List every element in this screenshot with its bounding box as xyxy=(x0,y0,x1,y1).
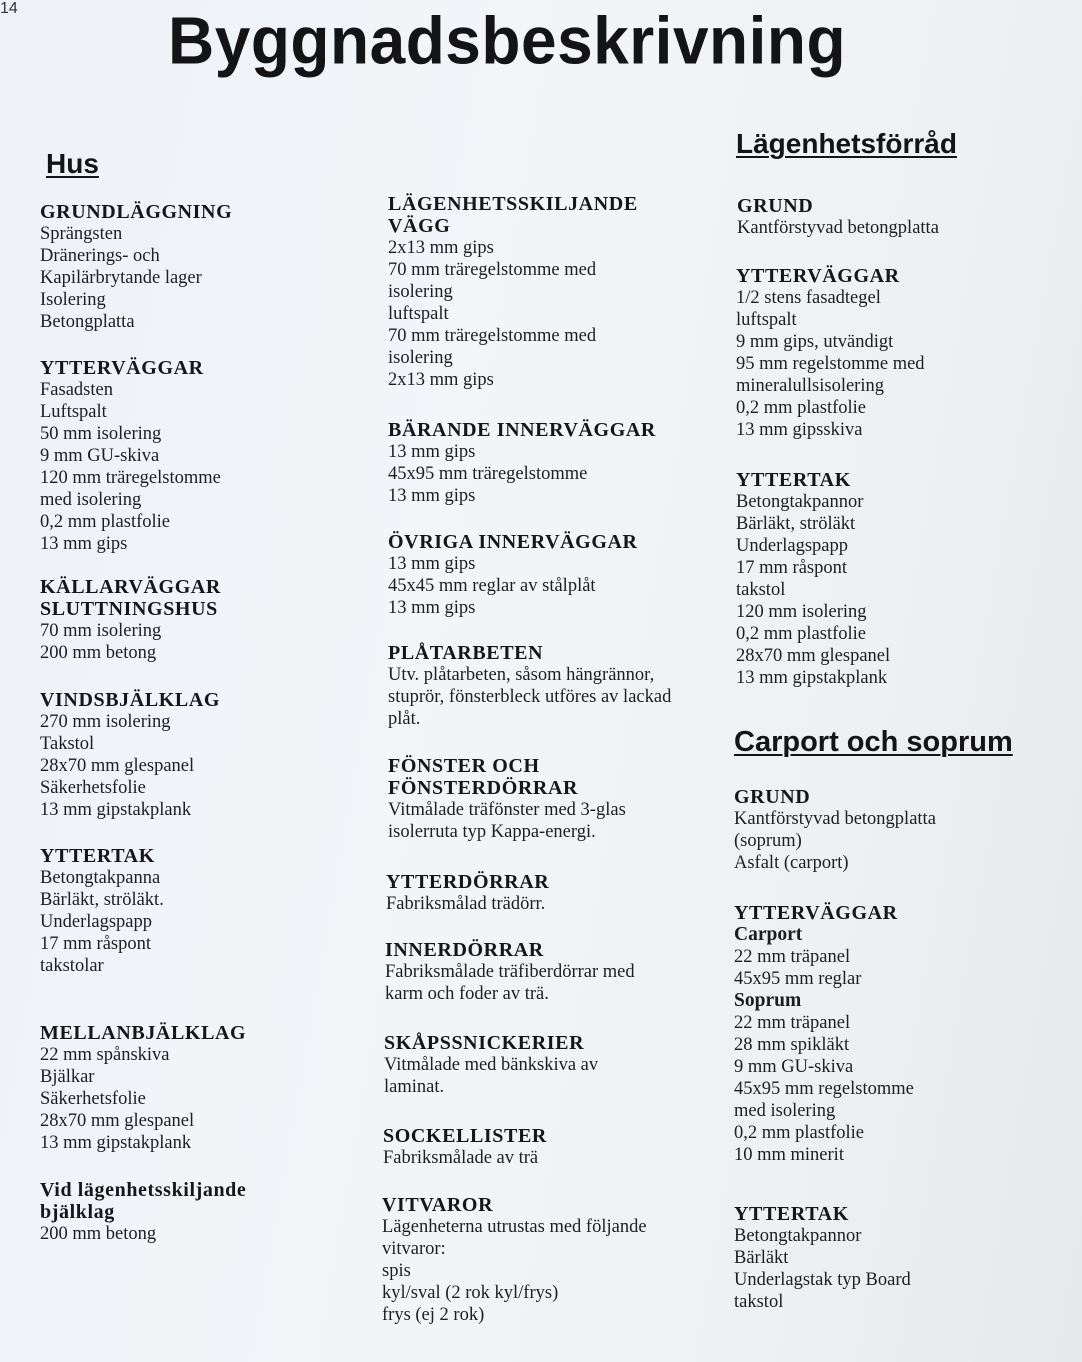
spec-line: 9 mm GU-skiva xyxy=(40,446,160,466)
spec-line: 28x70 mm glespanel xyxy=(40,756,195,776)
spec-block xyxy=(388,419,656,507)
spec-line: Fasadsten xyxy=(40,380,113,400)
spec-line: med isolering xyxy=(40,490,142,510)
spec-line: takstol xyxy=(734,1292,784,1312)
block-lines xyxy=(736,287,925,441)
spec-line: 13 mm gipsskiva xyxy=(736,420,863,440)
spec-line: 13 mm gips xyxy=(388,442,476,462)
spec-line: 22 mm träpanel xyxy=(734,947,851,967)
spec-line: Fabriksmålad trädörr. xyxy=(386,894,546,914)
spec-line: 0,2 mm plastfolie xyxy=(736,624,866,644)
spec-line: 200 mm betong xyxy=(40,643,157,663)
block-title: VÄGG xyxy=(388,215,451,237)
block-title: YTTERTAK xyxy=(40,845,155,867)
block-title: GRUND xyxy=(737,195,814,217)
spec-block xyxy=(734,1203,911,1313)
spec-line: 0,2 mm plastfolie xyxy=(40,512,170,532)
spec-line: 28 mm spikläkt xyxy=(734,1035,850,1055)
block-title: YTTERTAK xyxy=(734,1203,849,1225)
spec-block xyxy=(736,265,925,441)
spec-line: Luftspalt xyxy=(40,402,107,422)
spec-line: 70 mm träregelstomme med xyxy=(388,260,597,280)
spec-line: Underlagspapp xyxy=(40,912,152,932)
spec-line: karm och foder av trä. xyxy=(385,984,549,1004)
spec-block xyxy=(40,576,221,664)
spec-line: Bärläkt, ströläkt. xyxy=(40,890,164,910)
spec-block xyxy=(388,193,638,391)
spec-line: 120 mm isolering xyxy=(736,602,867,622)
spec-line: Isolering xyxy=(40,290,106,310)
block-lines xyxy=(734,946,914,990)
spec-block xyxy=(40,1022,246,1154)
page-number: 14 xyxy=(0,0,18,17)
spec-line: 13 mm gipstakplank xyxy=(40,800,192,820)
spec-line: 13 mm gipstakplank xyxy=(40,1133,192,1153)
spec-line: 120 mm träregelstomme xyxy=(40,468,221,488)
spec-line: Asfalt (carport) xyxy=(734,853,849,873)
spec-line: Kantförstyvad betongplatta xyxy=(737,218,939,238)
block-title: GRUND xyxy=(734,786,811,808)
spec-line: 70 mm isolering xyxy=(40,621,162,641)
spec-line: 28x70 mm glespanel xyxy=(40,1111,195,1131)
spec-line: plåt. xyxy=(388,709,421,729)
spec-line: 45x95 mm regelstomme xyxy=(734,1079,914,1099)
spec-line: 13 mm gipstakplank xyxy=(736,668,888,688)
spec-line: Bärläkt xyxy=(734,1248,789,1268)
block-lines xyxy=(388,553,638,619)
spec-line: 9 mm gips, utvändigt xyxy=(736,332,894,352)
spec-line: 0,2 mm plastfolie xyxy=(736,398,866,418)
spec-line: Betongtakpanna xyxy=(40,868,161,888)
block-title: INNERDÖRRAR xyxy=(385,939,544,961)
spec-line: kyl/sval (2 rok kyl/frys) xyxy=(382,1283,559,1303)
spec-line: 10 mm minerit xyxy=(734,1145,844,1165)
spec-line: Takstol xyxy=(40,734,95,754)
spec-block xyxy=(736,469,890,689)
spec-line: Säkerhetsfolie xyxy=(40,778,146,798)
block-title: YTTERVÄGGAR xyxy=(734,902,898,924)
spec-block xyxy=(388,531,638,619)
spec-line: 45x95 mm träregelstomme xyxy=(388,464,588,484)
spec-line: Fabriksmålade av trä xyxy=(383,1148,539,1168)
spec-line: Fabriksmålade träfiberdörrar med xyxy=(385,962,635,982)
spec-block xyxy=(386,871,549,915)
block-lines xyxy=(388,799,626,843)
block-lines xyxy=(40,223,232,333)
spec-line: 1/2 stens fasadtegel xyxy=(736,288,881,308)
spec-line: Betongtakpannor xyxy=(736,492,864,512)
spec-block xyxy=(737,195,939,239)
spec-line: 45x95 mm reglar xyxy=(734,969,862,989)
spec-block xyxy=(384,1032,598,1098)
block-title: VINDSBJÄLKLAG xyxy=(40,689,221,711)
block-lines xyxy=(383,1147,547,1169)
spec-line: 22 mm spånskiva xyxy=(40,1045,170,1065)
spec-line: luftspalt xyxy=(388,304,449,324)
block-lines xyxy=(40,379,221,555)
spec-block xyxy=(382,1194,647,1326)
spec-line: takstolar xyxy=(40,956,104,976)
block-title: SLUTTNINGSHUS xyxy=(40,598,218,620)
block-lines xyxy=(388,441,656,507)
spec-line: laminat. xyxy=(384,1077,445,1097)
spec-line: luftspalt xyxy=(736,310,797,330)
spec-line: isolering xyxy=(388,282,453,302)
block-lines xyxy=(386,893,549,915)
block-title: bjälklag xyxy=(40,1201,115,1223)
spec-block xyxy=(734,786,936,874)
spec-line: 9 mm GU-skiva xyxy=(734,1057,854,1077)
block-title: BÄRANDE INNERVÄGGAR xyxy=(388,419,656,441)
spec-line: Vitmålade träfönster med 3-glas xyxy=(388,800,626,820)
spec-line: 70 mm träregelstomme med xyxy=(388,326,597,346)
spec-line: 13 mm gips xyxy=(40,534,128,554)
block-title: LÄGENHETSSKILJANDE xyxy=(388,193,638,215)
spec-line: Betongtakpannor xyxy=(734,1226,862,1246)
spec-line: (soprum) xyxy=(734,831,802,851)
spec-line: 22 mm träpanel xyxy=(734,1013,851,1033)
block-title: ÖVRIGA INNERVÄGGAR xyxy=(388,531,638,553)
spec-line: takstol xyxy=(736,580,786,600)
block-lines xyxy=(388,664,671,730)
block-lines xyxy=(734,808,936,874)
block-title: SOCKELLISTER xyxy=(383,1125,547,1147)
block-title: Vid lägenhetsskiljande xyxy=(40,1179,247,1201)
block-title: YTTERDÖRRAR xyxy=(386,871,550,893)
block-title: FÖNSTERDÖRRAR xyxy=(388,777,579,799)
spec-line: 270 mm isolering xyxy=(40,712,171,732)
block-lines xyxy=(40,620,221,664)
block-lines xyxy=(388,237,638,391)
spec-block xyxy=(40,201,232,333)
document-title: Byggnadsbeskrivning xyxy=(168,3,847,78)
block-title: YTTERTAK xyxy=(736,469,851,491)
block-title: KÄLLARVÄGGAR xyxy=(40,576,221,598)
spec-line: Underlagspapp xyxy=(736,536,848,556)
spec-block xyxy=(388,755,626,843)
spec-line: Kantförstyvad betongplatta xyxy=(734,809,936,829)
spec-line: 0,2 mm plastfolie xyxy=(734,1123,864,1143)
spec-block xyxy=(383,1125,547,1169)
spec-line: Betongplatta xyxy=(40,312,135,332)
spec-line: 200 mm betong xyxy=(40,1224,157,1244)
spec-block xyxy=(388,642,671,730)
section-heading-carport-och-soprum: Carport och soprum xyxy=(734,726,1013,758)
spec-block xyxy=(40,1179,246,1245)
spec-line: frys (ej 2 rok) xyxy=(382,1305,485,1325)
spec-line: vitvaror: xyxy=(382,1239,446,1259)
spec-line: 13 mm gips xyxy=(388,554,476,574)
spec-block xyxy=(40,357,221,555)
spec-line: 17 mm råspont xyxy=(40,934,151,954)
block-title: FÖNSTER OCH xyxy=(388,755,540,777)
block-subtitle: Soprum xyxy=(734,990,802,1011)
spec-line: 2x13 mm gips xyxy=(388,370,494,390)
block-lines xyxy=(382,1216,647,1326)
spec-block xyxy=(40,845,164,977)
spec-line: Lägenheterna utrustas med följande xyxy=(382,1217,647,1237)
spec-line: spis xyxy=(382,1261,411,1281)
spec-line: stuprör, fönsterbleck utföres av lackad xyxy=(388,687,672,707)
block-lines xyxy=(40,1223,246,1245)
block-title: MELLANBJÄLKLAG xyxy=(40,1022,247,1044)
block-subtitle: Carport xyxy=(734,924,803,945)
spec-line: 95 mm regelstomme med xyxy=(736,354,925,374)
block-lines xyxy=(40,1044,246,1154)
block-lines xyxy=(40,711,220,821)
block-lines xyxy=(384,1054,598,1098)
block-title: PLÅTARBETEN xyxy=(388,642,544,664)
spec-line: Dränerings- och xyxy=(40,246,160,266)
block-lines xyxy=(385,961,635,1005)
spec-block xyxy=(734,902,914,1166)
spec-line: Underlagstak typ Board xyxy=(734,1270,911,1290)
block-lines xyxy=(40,867,164,977)
block-lines xyxy=(737,217,939,239)
spec-block xyxy=(385,939,635,1005)
spec-line: Bjälkar xyxy=(40,1067,95,1087)
spec-line: Sprängsten xyxy=(40,224,123,244)
spec-line: Utv. plåtarbeten, såsom hängrännor, xyxy=(388,665,655,685)
section-heading-hus: Hus xyxy=(46,148,99,179)
block-title: VITVAROR xyxy=(382,1194,494,1216)
block-title: YTTERVÄGGAR xyxy=(40,357,204,379)
spec-block xyxy=(40,689,220,821)
spec-line: 45x45 mm reglar av stålplåt xyxy=(388,576,596,596)
block-title: YTTERVÄGGAR xyxy=(736,265,900,287)
block-title: GRUNDLÄGGNING xyxy=(40,201,233,223)
spec-line: 50 mm isolering xyxy=(40,424,162,444)
spec-line: isolerruta typ Kappa-energi. xyxy=(388,822,596,842)
section-heading-lagenhetsforrad: Lägenhetsförråd xyxy=(736,128,957,159)
block-title: SKÅPSSNICKERIER xyxy=(384,1032,585,1054)
spec-line: Bärläkt, ströläkt xyxy=(736,514,856,534)
spec-line: 28x70 mm glespanel xyxy=(736,646,891,666)
block-lines xyxy=(734,1225,911,1313)
spec-line: 17 mm råspont xyxy=(736,558,847,578)
spec-line: 13 mm gips xyxy=(388,486,476,506)
spec-line: Kapilärbrytande lager xyxy=(40,268,202,288)
spec-line: mineralullsisolering xyxy=(736,376,884,396)
block-lines xyxy=(734,1012,914,1166)
block-lines xyxy=(736,491,890,689)
spec-line: Säkerhetsfolie xyxy=(40,1089,146,1109)
spec-line: isolering xyxy=(388,348,453,368)
spec-line: Vitmålade med bänkskiva av xyxy=(384,1055,599,1075)
spec-line: 2x13 mm gips xyxy=(388,238,494,258)
spec-line: 13 mm gips xyxy=(388,598,476,618)
spec-line: med isolering xyxy=(734,1101,836,1121)
